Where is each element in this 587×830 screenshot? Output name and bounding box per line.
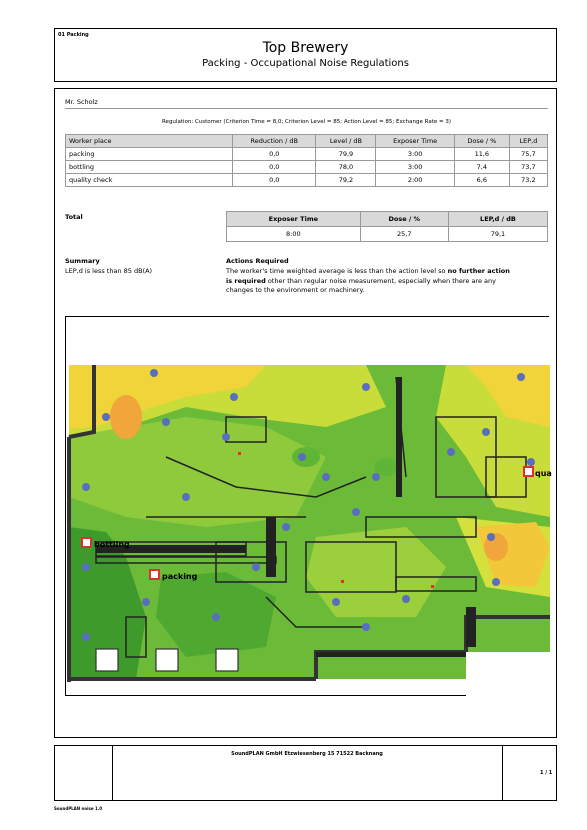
software-label: SoundPLAN noise 1.0 — [54, 806, 103, 811]
reduction-cell: 0,0 — [233, 174, 316, 187]
total-dose: 25,7 — [360, 227, 448, 242]
total-col-lepd: LEP,d / dB — [448, 212, 547, 227]
page-number: 1 / 1 — [540, 770, 553, 776]
total-exposer-time: 8:00 — [227, 227, 361, 242]
total-col-exposer-time: Exposer Time — [227, 212, 361, 227]
total-lepd: 79,1 — [448, 227, 547, 242]
map-orange-hotspot — [110, 395, 142, 439]
footer-address: SoundPLAN GmbH Etzwiesenberg 15 71522 Backnang — [231, 751, 383, 757]
map-top-margin — [66, 317, 550, 365]
lepd-cell: 73,7 — [509, 161, 547, 174]
lepd-cell: 75,7 — [509, 148, 547, 161]
actions-text-pre: The worker's time weighted average is less than the action level so — [226, 267, 448, 275]
exposer-time-cell: 3:00 — [376, 148, 454, 161]
dose-cell: 11,6 — [454, 148, 509, 161]
footer-divider-right — [502, 745, 503, 801]
total-table — [226, 211, 548, 242]
map-label-packing: packing — [162, 572, 198, 581]
exposer-time-cell: 2:00 — [376, 174, 454, 187]
col-exposer-time: Exposer Time — [376, 135, 454, 148]
reduction-cell: 0,0 — [233, 148, 316, 161]
col-dose: Dose / % — [454, 135, 509, 148]
worker-place-cell: quality check — [66, 174, 233, 187]
document-subtitle: Packing - Occupational Noise Regulations — [202, 58, 409, 69]
map-rooms — [96, 649, 238, 671]
lepd-cell: 73,2 — [509, 174, 547, 187]
actions-text-bold: no further action is required — [226, 267, 510, 285]
summary-title: Summary — [65, 257, 100, 265]
noise-map — [65, 316, 552, 696]
total-col-dose: Dose / % — [360, 212, 448, 227]
person-underline — [65, 108, 548, 109]
regulation-line: Regulation: Customer (Criterion Time = 8,0; Criterion Level = 85; Action Level = 85; Exchange Rate = 3) — [161, 119, 451, 125]
map-green-spot-2 — [374, 458, 398, 476]
map-exterior-area — [466, 652, 550, 697]
actions-text-post: other than regular noise measurement, especially when there are any changes to the environment or machinery. — [226, 276, 496, 294]
table-row — [66, 161, 548, 174]
dose-cell: 7,4 — [454, 161, 509, 174]
person-name: Mr. Scholz — [65, 98, 98, 106]
actions-title: Actions Required — [226, 257, 289, 265]
table-row — [227, 227, 548, 242]
actions-text — [226, 267, 511, 296]
document-code: 01 Packing — [58, 32, 89, 38]
worker-place-cell: bottling — [66, 161, 233, 174]
summary-text: LEP,d is less than 85 dB(A) — [65, 267, 153, 275]
col-worker-place: Worker place — [66, 135, 233, 148]
map-label-quality: qua — [535, 469, 552, 478]
table-row — [66, 148, 548, 161]
map-label-bottling: bottling — [94, 540, 130, 549]
col-lepd: LEP,d — [509, 135, 547, 148]
level-cell: 79,2 — [316, 174, 376, 187]
table-row — [66, 174, 548, 187]
col-reduction: Reduction / dB — [233, 135, 316, 148]
exposer-time-cell: 3:00 — [376, 161, 454, 174]
worker-table — [65, 134, 548, 187]
dose-cell: 6,6 — [454, 174, 509, 187]
noise-map-svg — [66, 317, 550, 697]
total-label: Total — [65, 213, 83, 221]
company-title: Top Brewery — [262, 40, 349, 56]
level-cell: 79,9 — [316, 148, 376, 161]
worker-place-cell: packing — [66, 148, 233, 161]
reduction-cell: 0,0 — [233, 161, 316, 174]
col-level: Level / dB — [316, 135, 376, 148]
level-cell: 78,0 — [316, 161, 376, 174]
